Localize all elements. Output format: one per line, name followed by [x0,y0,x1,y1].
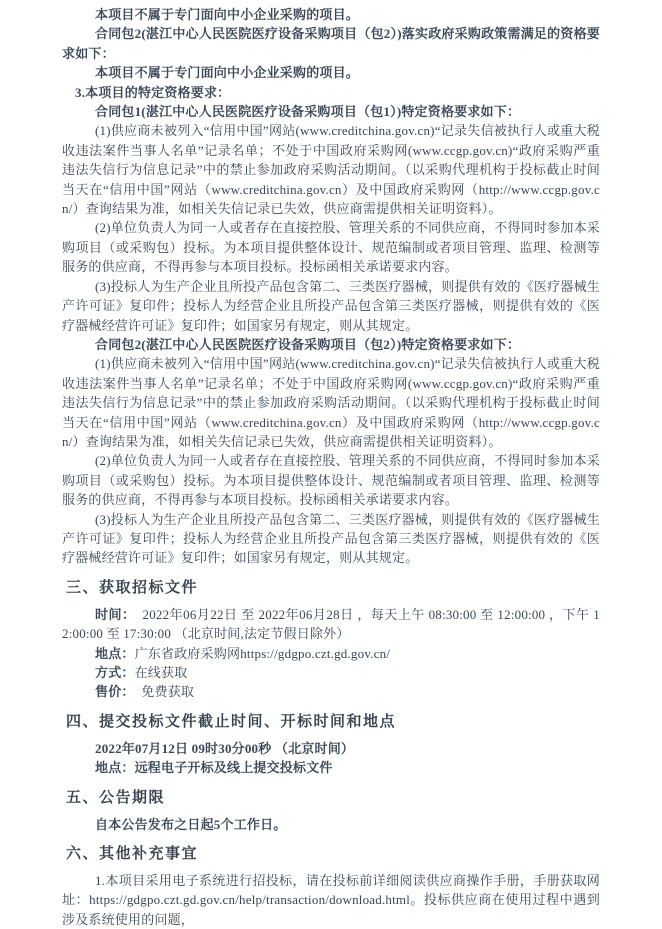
intro-line-package2-policy: 合同包2(湛江中心人民医院医疗设备采购项目（包2）)落实政府采购政策需满足的资格要求如下： [62,26,600,61]
obtain-method-value: 在线获取 [134,665,188,680]
package1-requirement-3: (3)投标人为生产企业且所投产品包含第二、三类医疗器械，则提供有效的《医疗器械生产许可证》复印件；投标人为经营企业且所投产品包含第三类医疗器械，则提供有效的《医疗器械经营许可证》复印件；如国家另有规定，则从其规定。 [62,278,600,333]
intro-line-not-sme-2: 本项目不属于专门面向中小企业采购的项目。 [95,65,360,81]
obtain-method-label: 方式： [95,665,135,680]
obtain-price-value: 免费获取 [128,684,195,700]
package2-requirement-2: (2)单位负责人为同一人或者存在直接控股、管理关系的不同供应商，不得同时参加本采购项目（或采购包）投标。为本项目提供整体设计、规范编制或者项目管理、监理、检测等服务的供应商，不得再参与本项目投标。投标函相关承诺要求内容。 [62,453,600,508]
section-heading-obtain-documents: 三、获取招标文件 [66,579,199,596]
obtain-price-label: 售价： [95,684,129,700]
obtain-place-row [62,644,600,663]
obtain-place-value: 广东省政府采购网https://gdgpo.czt.gd.gov.cn/ [134,645,391,661]
bid-opening-time: 2022年07月12日 09时30分00秒 （北京时间） [95,740,355,756]
section-heading-submission-deadline: 四、提交投标文件截止时间、开标时间和地点 [66,713,397,730]
obtain-price-row [62,682,600,701]
announcement-period-body: 自本公告发布之日起5个工作日。 [95,816,287,832]
bid-opening-place-value: 远程电子开标及线上提交投标文件 [134,760,333,776]
bid-opening-place-row [62,758,600,777]
obtain-time-row [62,605,600,644]
section-heading-other-matters: 六、其他补充事宜 [66,846,199,863]
package2-title: 合同包2(湛江中心人民医院医疗设备采购项目（包2）)特定资格要求如下： [95,336,521,352]
obtain-time-label: 时间： [95,606,130,622]
package1-title: 合同包1(湛江中心人民医院医疗设备采购项目（包1）)特定资格要求如下： [95,104,521,120]
other-matters-paragraph: 1.本项目采用电子系统进行招投标，请在投标前详细阅读供应商操作手册，手册获取网址：https://gdgpo.czt.gd.gov.cn/help/transaction/download.html。投标供应商在使用过程中遇到涉及系统使用的问题， [62,873,600,927]
obtain-method-row [62,663,600,682]
obtain-place-label: 地点： [95,645,135,661]
bid-opening-place-label: 地点： [95,760,135,776]
package1-requirement-1: (1)供应商未被列入“信用中国”网站(www.creditchina.gov.cn)“记录失信被执行人或重大税收违法案件当事人名单”记录名单；不处于中国政府采购网(www.ccgp.gov.cn)“政府采购严重违法失信行为信息记录”中的禁止参加政府采购活动期间。（以采购代理机构于投标截止时间当天在“信用中国”网站（www.creditchina.gov.cn）及中国政府采购网（http://www.ccgp.gov.cn/）查询结果为准，如相关失信记录已失效，供应商需提供相关证明资料）。 [62,123,600,217]
package2-requirement-3: (3)投标人为生产企业且所投产品包含第二、三类医疗器械，则提供有效的《医疗器械生产许可证》复印件；投标人为经营企业且所投产品包含第三类医疗器械，则提供有效的《医疗器械经营许可证》复印件；如国家另有规定，则从其规定。 [62,511,600,566]
specific-qualification-heading: 3.本项目的特定资格要求： [75,84,231,100]
package2-requirement-1: (1)供应商未被列入“信用中国”网站(www.creditchina.gov.cn)“记录失信被执行人或重大税收违法案件当事人名单”记录名单；不处于中国政府采购网(www.ccgp.gov.cn)“政府采购严重违法失信行为信息记录”中的禁止参加政府采购活动期间。（以采购代理机构于投标截止时间当天在“信用中国”网站（www.creditchina.gov.cn）及中国政府采购网（http://www.ccgp.gov.cn/）查询结果为准，如相关失信记录已失效，供应商需提供相关证明资料）。 [62,356,600,449]
obtain-time-value: 2022年06月22日 至 2022年06月28日 ，每天上午 08:30:00 至 12:00:00 ，下午 12:00:00 至 17:30:00 （北京时间,法定节假日除外） [62,606,600,642]
package1-requirement-2: (2)单位负责人为同一人或者存在直接控股、管理关系的不同供应商，不得同时参加本采购项目（或采购包）投标。为本项目提供整体设计、规范编制或者项目管理、监理、检测等服务的供应商，不得再参与本项目投标。投标函相关承诺要求内容。 [62,220,600,275]
section-heading-announcement-period: 五、公告期限 [66,789,166,806]
intro-line-not-sme-1: 本项目不属于专门面向中小企业采购的项目。 [95,7,360,22]
